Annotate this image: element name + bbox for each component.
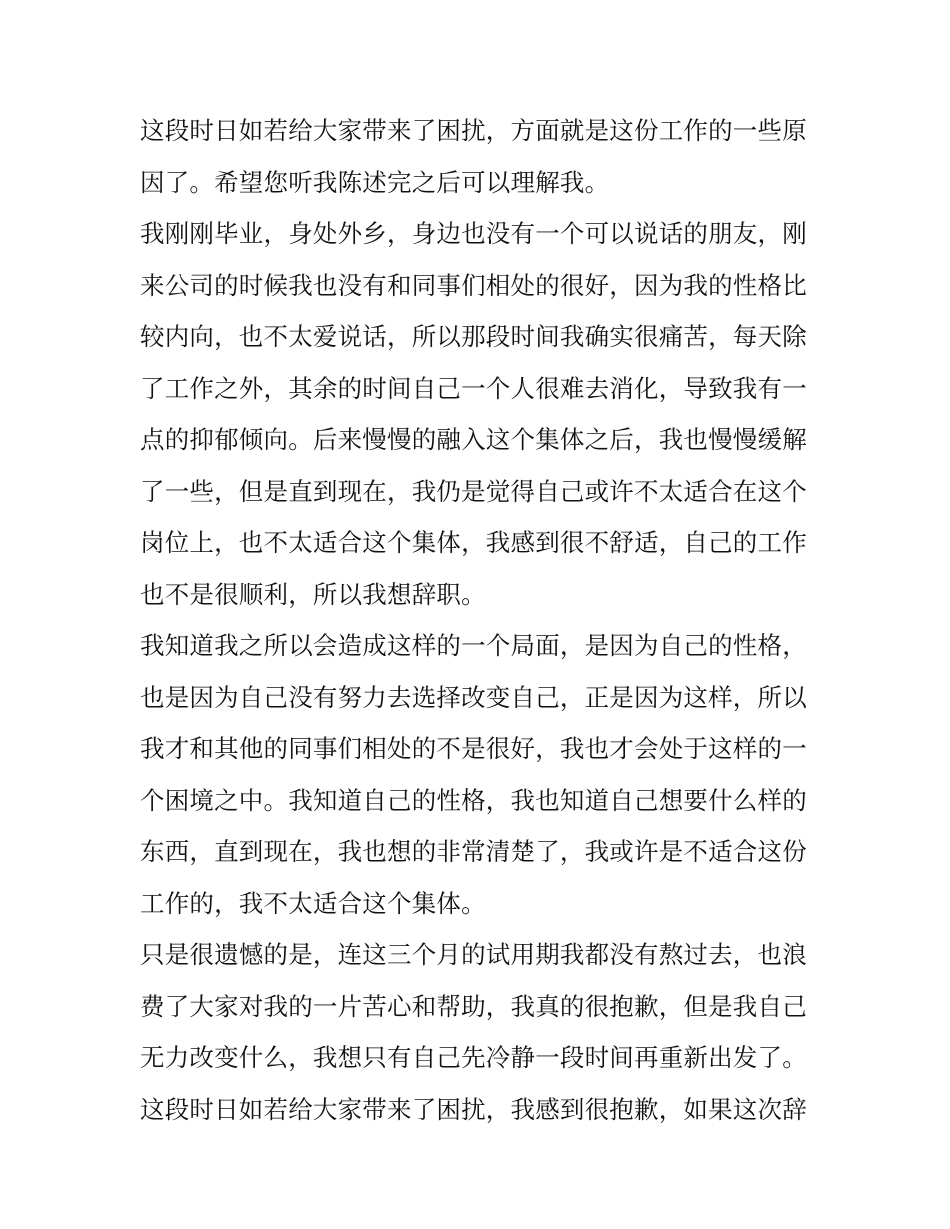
text-line: 东西，直到现在，我也想的非常清楚了，我或许是不适合这份: [140, 837, 807, 866]
text-line: 也是因为自己没有努力去选择改变自己，正是因为这样，所以: [140, 682, 807, 712]
text-line: 只是很遗憾的是，连这三个月的试用期我都没有熬过去，也浪: [140, 940, 807, 969]
text-line: 点的抑郁倾向。后来慢慢的融入这个集体之后，我也慢慢缓解: [140, 425, 807, 454]
text-line: 个困境之中。我知道自己的性格，我也知道自己想要什么样的: [140, 785, 807, 815]
text-line: 无力改变什么，我想只有自己先冷静一段时间再重新出发了。: [140, 1043, 807, 1072]
text-line: 这段时日如若给大家带来了困扰，我感到很抱歉，如果这次辞: [140, 1094, 807, 1124]
text-line: 也不是很顺利，所以我想辞职。: [140, 579, 486, 609]
text-line: 因了。希望您听我陈述完之后可以理解我。: [140, 167, 610, 197]
body-text: [140, 110, 815, 1140]
text-line: 我知道我之所以会造成这样的一个局面，是因为自己的性格，: [140, 631, 807, 660]
text-line: 了工作之外，其余的时间自己一个人很难去消化，导致我有一: [140, 373, 807, 403]
text-line: 来公司的时候我也没有和同事们相处的很好，因为我的性格比: [140, 270, 807, 300]
text-line: 我刚刚毕业，身处外乡，身边也没有一个可以说话的朋友，刚: [140, 219, 807, 248]
text-line: 我才和其他的同事们相处的不是很好，我也才会处于这样的一: [140, 734, 807, 763]
text-line: 了一些，但是直到现在，我仍是觉得自己或许不太适合在这个: [140, 476, 807, 506]
text-line: 这段时日如若给大家带来了困扰，方面就是这份工作的一些原: [140, 116, 807, 145]
text-line: 费了大家对我的一片苦心和帮助，我真的很抱歉，但是我自己: [140, 991, 807, 1021]
text-line: 工作的，我不太适合这个集体。: [140, 888, 486, 918]
text-line: 岗位上，也不太适合这个集体，我感到很不舒适，自己的工作: [140, 528, 807, 557]
text-line: 较内向，也不太爱说话，所以那段时间我确实很痛苦，每天除: [140, 322, 807, 351]
